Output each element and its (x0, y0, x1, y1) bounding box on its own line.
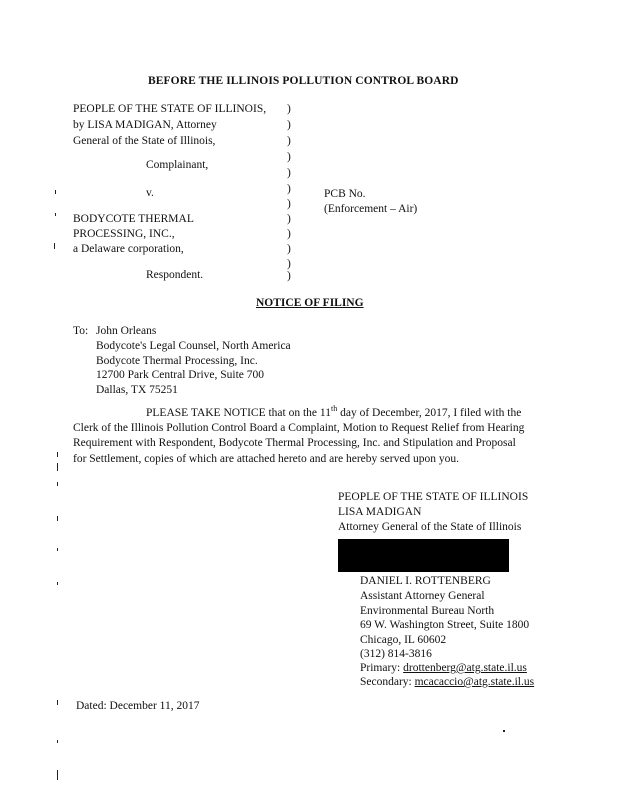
respondent-label: Respondent. (146, 269, 204, 281)
body-line-3: Requirement with Respondent, Bodycote Thermal Processing, Inc. and Stipulation and Proposal (73, 437, 516, 449)
scan-speck (55, 190, 56, 194)
scan-speck (57, 770, 58, 780)
versus-label: v. (146, 187, 154, 199)
recipient-line-2: Bodycote's Legal Counsel, North America (96, 340, 291, 352)
signature-org-line-2: LISA MADIGAN (338, 506, 422, 518)
secondary-email-link[interactable]: mcacaccio@atg.state.il.us (414, 676, 535, 688)
signature-org-line-1: PEOPLE OF THE STATE OF ILLINOIS (338, 491, 529, 503)
attorney-street: 69 W. Washington Street, Suite 1800 (360, 619, 530, 631)
attorney-title: Assistant Attorney General (360, 590, 485, 602)
primary-email-label: Primary: (360, 662, 404, 674)
plaintiff-line-3: General of the State of Illinois, (73, 135, 216, 147)
secondary-email-label: Secondary: (360, 676, 415, 688)
scan-speck (503, 730, 505, 732)
body-line-1-pre: PLEASE TAKE NOTICE that on the 11 (146, 407, 331, 419)
plaintiff-line-2: by LISA MADIGAN, Attorney (73, 119, 217, 131)
defendant-line-3: a Delaware corporation, (73, 243, 184, 255)
recipient-line-5: Dallas, TX 75251 (96, 384, 178, 396)
attorney-name: DANIEL I. ROTTENBERG (360, 575, 491, 587)
caption-paren: ) (287, 258, 291, 270)
scan-speck (57, 582, 58, 585)
caption-paren: ) (287, 213, 291, 225)
complainant-label: Complainant, (146, 159, 209, 171)
scan-speck (57, 482, 58, 486)
primary-email-link[interactable]: drottenberg@atg.state.il.us (403, 662, 527, 674)
recipient-line-4: 12700 Park Central Drive, Suite 700 (96, 369, 265, 381)
recipient-line-3: Bodycote Thermal Processing, Inc. (96, 355, 258, 367)
scan-speck (57, 516, 58, 521)
scan-speck (57, 740, 58, 743)
ordinal-suffix: th (330, 404, 338, 414)
caption-paren: ) (287, 103, 291, 115)
plaintiff-line-1: PEOPLE OF THE STATE OF ILLINOIS, (73, 103, 267, 115)
dated-line: Dated: December 11, 2017 (76, 700, 200, 712)
caption-paren: ) (287, 228, 291, 240)
notice-title: NOTICE OF FILING (256, 297, 364, 309)
attorney-phone: (312) 814-3816 (360, 648, 432, 660)
caption-paren: ) (287, 151, 291, 163)
recipient-name: John Orleans (96, 325, 157, 337)
scan-speck (57, 700, 58, 705)
body-line-2: Clerk of the Illinois Pollution Control Board a Complaint, Motion to Request Relief from Hearing (73, 422, 525, 434)
scan-speck (57, 548, 58, 551)
attorney-bureau: Environmental Bureau North (360, 605, 495, 617)
caption-paren: ) (287, 270, 291, 282)
to-label: To: (73, 325, 89, 337)
board-title: BEFORE THE ILLINOIS POLLUTION CONTROL BOARD (148, 75, 459, 87)
defendant-line-2: PROCESSING, INC., (73, 228, 175, 240)
caption-paren: ) (287, 135, 291, 147)
secondary-email-line (360, 674, 534, 690)
scan-speck (57, 463, 58, 471)
case-number-label: PCB No. (324, 188, 366, 200)
body-line-1-post: day of December, 2017, I filed with the (337, 407, 522, 419)
scan-speck (57, 452, 58, 457)
defendant-line-1: BODYCOTE THERMAL (73, 213, 194, 225)
case-type: (Enforcement – Air) (324, 203, 418, 215)
redacted-signature (338, 539, 509, 572)
attorney-city: Chicago, IL 60602 (360, 634, 447, 646)
signature-org-line-3: Attorney General of the State of Illinois (338, 521, 522, 533)
caption-paren: ) (287, 198, 291, 210)
caption-paren: ) (287, 119, 291, 131)
body-line-4: for Settlement, copies of which are attached hereto and are hereby served upon you. (73, 453, 460, 465)
caption-paren: ) (287, 167, 291, 179)
scan-speck (55, 213, 56, 216)
caption-paren: ) (287, 183, 291, 195)
scan-speck (54, 243, 55, 249)
caption-paren: ) (287, 243, 291, 255)
body-line-1 (146, 405, 521, 421)
